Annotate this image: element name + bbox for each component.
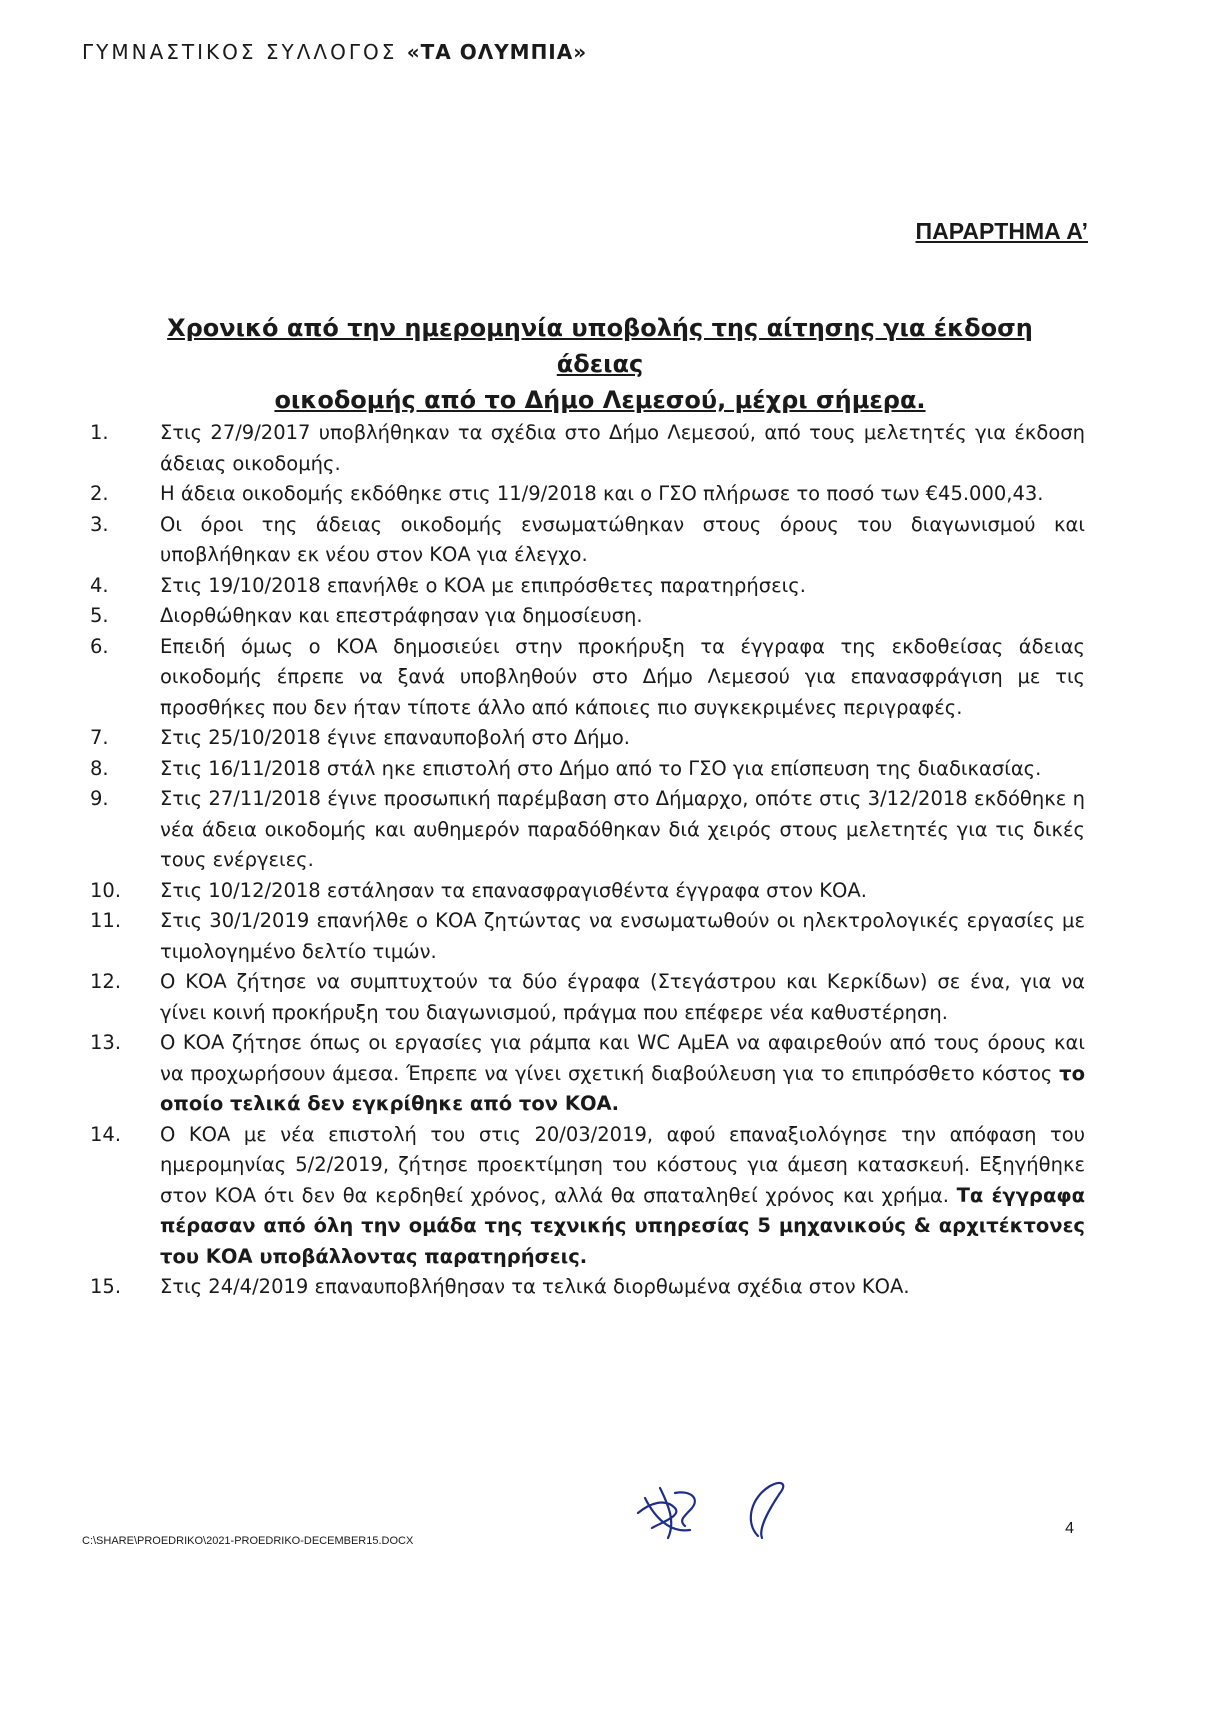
document-title bbox=[120, 310, 1080, 418]
item-text: Ο ΚΟΑ ζήτησε όπως οι εργασίες για ράμπα και WC ΑμΕΑ να αφαιρεθούν από τους όρους και να προχωρήσουν άμεσα. Έπρεπε να γίνει σχετική διαβούλευση για το επιπρόσθετο κόστος το οποίο τελικά δεν εγκρίθηκε από τον ΚΟΑ. bbox=[160, 1031, 1085, 1115]
item-text: Οι όροι της άδειας οικοδομής ενσωματώθηκαν στους όρους του διαγωνισμού και υποβλήθηκαν εκ νέου στον ΚΟΑ για έλεγχο. bbox=[160, 512, 1085, 566]
item-text: Στις 25/10/2018 έγινε επαναυποβολή στο Δήμο. bbox=[160, 726, 630, 749]
list-item bbox=[90, 784, 1085, 876]
organization-header bbox=[82, 40, 587, 64]
item-number: 12. bbox=[90, 970, 122, 993]
list-item bbox=[90, 1272, 1085, 1303]
item-number: 2. bbox=[90, 482, 109, 505]
item-number: 7. bbox=[90, 726, 109, 749]
item-number: 6. bbox=[90, 634, 109, 658]
item-text: Η άδεια οικοδομής εκδόθηκε στις 11/9/2018 και ο ΓΣΟ πλήρωσε το ποσό των €45.000,43. bbox=[160, 482, 1044, 505]
page-number: 4 bbox=[1065, 1520, 1074, 1537]
item-number: 10. bbox=[90, 878, 122, 902]
organization-name: ΓΥΜΝΑΣΤΙΚΟΣ ΣΥΛΛΟΓΟΣ bbox=[82, 40, 398, 64]
item-text: Στις 27/9/2017 υποβλήθηκαν τα σχέδια στο Δήμο Λεμεσού, από τους μελετητές για έκδοση άδειας οικοδομής. bbox=[160, 421, 1085, 475]
item-text: Στις 16/11/2018 στάλ ηκε επιστολή στο Δήμο από το ΓΣΟ για επίσπευση της διαδικασίας. bbox=[160, 756, 1042, 780]
list-item bbox=[90, 876, 1085, 907]
item-number: 14. bbox=[90, 1122, 122, 1146]
list-item bbox=[90, 510, 1085, 571]
document-title-line-2: οικοδομής από το Δήμο Λεμεσού, μέχρι σήμερα. bbox=[274, 386, 926, 414]
item-number: 9. bbox=[90, 787, 109, 810]
list-item bbox=[90, 632, 1085, 724]
list-item bbox=[90, 1028, 1085, 1120]
file-path: C:\SHARE\PROEDRIKO\2021-PROEDRIKO-DECEMBER15.DOCX bbox=[82, 1535, 414, 1547]
list-item bbox=[90, 418, 1085, 479]
list-item bbox=[90, 967, 1085, 1028]
item-text: Στις 27/11/2018 έγινε προσωπική παρέμβαση στο Δήμαρχο, οπότε στις 3/12/2018 εκδόθηκε η νέα άδεια οικοδομής και αυθημερόν παραδόθηκαν διά χειρός στους μελετητές για τις δικές τους ενέργειες. bbox=[160, 787, 1085, 871]
item-text: Διορθώθηκαν και επεστράφησαν για δημοσίευση. bbox=[160, 604, 643, 627]
item-number: 13. bbox=[90, 1031, 122, 1054]
list-item bbox=[90, 754, 1085, 785]
item-number: 15. bbox=[90, 1275, 122, 1298]
list-item bbox=[90, 1120, 1085, 1273]
item-number: 3. bbox=[90, 512, 109, 536]
item-text: Στις 19/10/2018 επανήλθε ο ΚΟΑ με επιπρόσθετες παρατηρήσεις. bbox=[160, 573, 806, 597]
item-text: Στις 24/4/2019 επαναυποβλήθησαν τα τελικά διορθωμένα σχέδια στον ΚΟΑ. bbox=[160, 1275, 910, 1298]
annex-label: ΠΑΡΑΡΤΗΜΑ Α’ bbox=[915, 218, 1088, 244]
item-number: 8. bbox=[90, 756, 109, 780]
item-text: Ο ΚΟΑ ζήτησε να συμπτυχτούν τα δύο έγραφα (Στεγάστρου και Κερκίδων) σε ένα, για να γίνει κοινή προκήρυξη του διαγωνισμού, πράγμα που επέφερε νέα καθυστέρηση. bbox=[160, 970, 1085, 1024]
item-number: 4. bbox=[90, 573, 109, 597]
list-item bbox=[90, 571, 1085, 602]
item-text: Στις 30/1/2019 επανήλθε ο ΚΟΑ ζητώντας να ενσωματωθούν οι ηλεκτρολογικές εργασίες με τιμολογημένο δελτίο τιμών. bbox=[160, 909, 1085, 963]
chronology-list bbox=[90, 418, 1085, 1303]
signature-image bbox=[630, 1468, 830, 1548]
item-number: 11. bbox=[90, 909, 122, 932]
organization-brand: «ΤΑ ΟΛΥΜΠΙΑ» bbox=[406, 40, 588, 64]
item-text: Στις 10/12/2018 εστάλησαν τα επανασφραγισθέντα έγγραφα στον ΚΟΑ. bbox=[160, 878, 867, 902]
list-item bbox=[90, 601, 1085, 632]
item-number: 5. bbox=[90, 604, 109, 627]
document-title-line-1: Χρονικό από την ημερομηνία υποβολής της αίτησης για έκδοση άδειας bbox=[167, 314, 1033, 378]
item-number: 1. bbox=[90, 421, 109, 444]
list-item bbox=[90, 479, 1085, 510]
item-text: Ο ΚΟΑ με νέα επιστολή του στις 20/03/2019, αφού επαναξιολόγησε την απόφαση του ημερομηνίας 5/2/2019, ζήτησε προεκτίμηση του κόστους για άμεση κατασκευή. Εξηγήθηκε στον ΚΟΑ ότι δεν θα κερδηθεί χρόνος, αλλά θα σπαταληθεί χρόνος και χρήμα. Τα έγγραφα πέρασαν από όλη την ομάδα της τεχνικής υπηρεσίας 5 μηχανικούς & αρχιτέκτονες του ΚΟΑ υποβάλλοντας παρατηρήσεις. bbox=[160, 1122, 1085, 1268]
item-text: Επειδή όμως ο ΚΟΑ δημοσιεύει στην προκήρυξη τα έγγραφα της εκδοθείσας άδειας οικοδομής έπρεπε να ξανά υποβληθούν στο Δήμο Λεμεσού για επανασφράγιση με τις προσθήκες που δεν ήταν τίποτε άλλο από κάποιες πιο συγκεκριμένες περιγραφές. bbox=[160, 634, 1085, 719]
list-item bbox=[90, 906, 1085, 967]
list-item bbox=[90, 723, 1085, 754]
